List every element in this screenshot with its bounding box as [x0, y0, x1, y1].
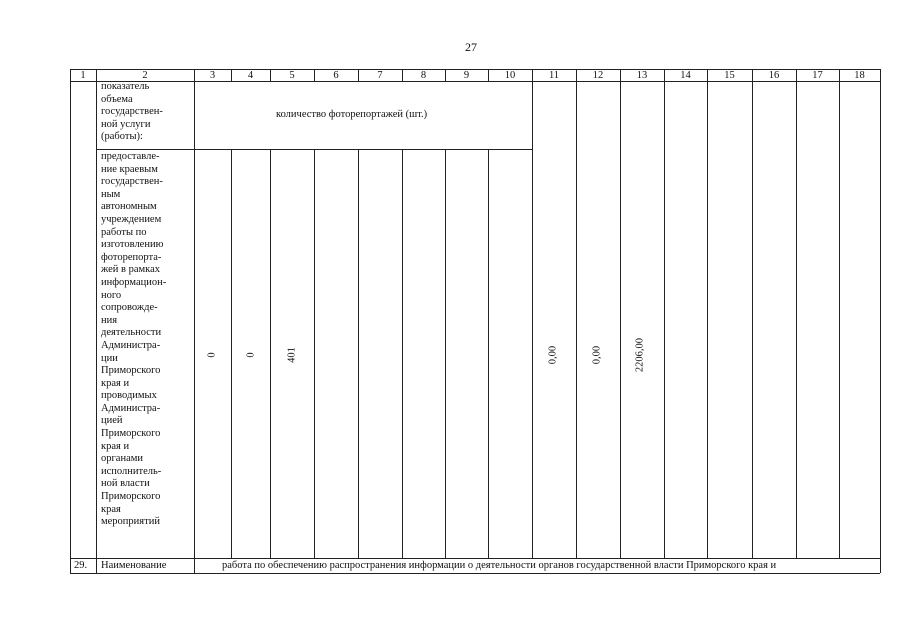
column-divider — [314, 69, 315, 81]
service-label — [101, 151, 166, 529]
service-label-line: Приморского — [101, 428, 161, 440]
column-divider — [358, 149, 359, 558]
service-label-line: исполнитель- — [101, 465, 162, 477]
service-label-line: Администра- — [101, 402, 161, 414]
service-label-line: Приморского — [101, 365, 161, 377]
column-divider — [880, 69, 881, 573]
column-header-14: 14 — [680, 70, 691, 81]
column-divider — [445, 69, 446, 81]
service-label-line: Приморского — [101, 491, 161, 503]
service-label-line: цией — [101, 415, 123, 427]
column-divider — [707, 69, 708, 558]
column-divider — [488, 69, 489, 81]
column-divider — [796, 69, 797, 558]
service-label-line: ции — [101, 352, 118, 364]
column-divider — [194, 69, 195, 573]
service-label-line: деятельности — [101, 327, 162, 339]
row-29-number: 29. — [74, 560, 88, 571]
service-label-line: Администра- — [101, 339, 161, 351]
service-label-line: ной власти — [101, 478, 150, 490]
column-header-8: 8 — [420, 70, 427, 81]
column-header-2: 2 — [142, 70, 148, 81]
value-col-4: 0 — [245, 352, 257, 358]
column-header-5: 5 — [289, 70, 295, 81]
column-divider — [839, 69, 840, 558]
column-divider — [532, 69, 533, 558]
column-divider — [314, 149, 315, 558]
service-label-line: автономным — [101, 201, 157, 213]
service-label-line: края и — [101, 440, 130, 452]
column-divider — [620, 69, 621, 558]
column-divider — [194, 558, 195, 573]
service-label-line: сопровожде- — [101, 302, 158, 314]
column-header-13: 13 — [636, 70, 648, 81]
indicator-label-line: показатель — [101, 81, 150, 92]
service-label-line: ным — [101, 188, 121, 200]
service-label-line: учреждением — [101, 213, 162, 225]
column-divider — [231, 69, 232, 81]
value-col-3: 0 — [206, 352, 218, 358]
page-number: 27 — [465, 40, 477, 54]
column-header-16: 16 — [768, 70, 780, 81]
column-divider — [270, 69, 271, 81]
column-header-9: 9 — [463, 70, 470, 81]
indicator-label-line: государствен- — [101, 106, 163, 118]
column-divider — [402, 69, 403, 81]
service-label-line: государствен- — [101, 176, 163, 188]
service-label-line: работы по — [101, 226, 147, 238]
column-header-18: 18 — [854, 70, 865, 81]
service-label-line: информацион- — [101, 276, 167, 288]
service-row-border — [70, 558, 880, 559]
column-header-12: 12 — [592, 70, 604, 81]
column-divider — [231, 149, 232, 558]
indicator-label-line: объема — [101, 93, 133, 105]
column-header-11: 11 — [548, 70, 560, 81]
column-header-15: 15 — [724, 70, 735, 81]
value-col-5: 401 — [286, 347, 298, 363]
column-divider — [270, 149, 271, 558]
service-label-line: изготовлению — [101, 239, 164, 251]
row-29-bottom-border — [70, 573, 880, 574]
column-header-7: 7 — [377, 70, 383, 81]
column-divider — [576, 69, 577, 558]
column-divider — [445, 149, 446, 558]
column-header-4: 4 — [247, 70, 254, 81]
column-divider — [70, 69, 71, 573]
indicator-label-line: ной услуги — [101, 118, 151, 130]
column-header-1: 1 — [80, 70, 86, 81]
service-label-line: органами — [101, 453, 144, 465]
indicator-label — [101, 81, 163, 144]
indicator-label-line: (работы): — [101, 131, 143, 143]
column-divider — [664, 69, 665, 558]
column-divider — [488, 149, 489, 558]
service-label-line: фоторепорта- — [101, 251, 162, 263]
value-col-11: 0,00 — [547, 345, 559, 365]
column-divider — [402, 149, 403, 558]
value-col-13: 2206,00 — [634, 337, 646, 373]
column-divider — [752, 69, 753, 558]
service-label-line: края — [101, 503, 121, 515]
column-header-3: 3 — [209, 70, 216, 81]
service-label-line: проводимых — [101, 390, 157, 402]
service-label-line: края и — [101, 377, 130, 389]
service-label-line: ние краевым — [101, 163, 158, 175]
service-label-line: жей в рамках — [101, 264, 161, 276]
value-col-12: 0,00 — [591, 345, 603, 365]
column-header-6: 6 — [333, 70, 339, 81]
column-divider — [358, 69, 359, 81]
service-label-line: ния — [101, 314, 118, 326]
row-29-text: работа по обеспечению распространения информации о деятельности органов государственной власти Приморского края и — [222, 560, 777, 571]
service-label-line: ного — [101, 289, 122, 301]
column-header-10: 10 — [504, 70, 516, 81]
column-divider — [96, 69, 97, 573]
service-label-line: предоставле- — [101, 151, 160, 162]
service-label-line: мероприятий — [101, 516, 160, 528]
indicator-merged-text: количество фоторепортажей (шт.) — [276, 109, 428, 120]
column-header-17: 17 — [812, 70, 823, 81]
row-29-name-label: Наименование — [101, 560, 167, 571]
